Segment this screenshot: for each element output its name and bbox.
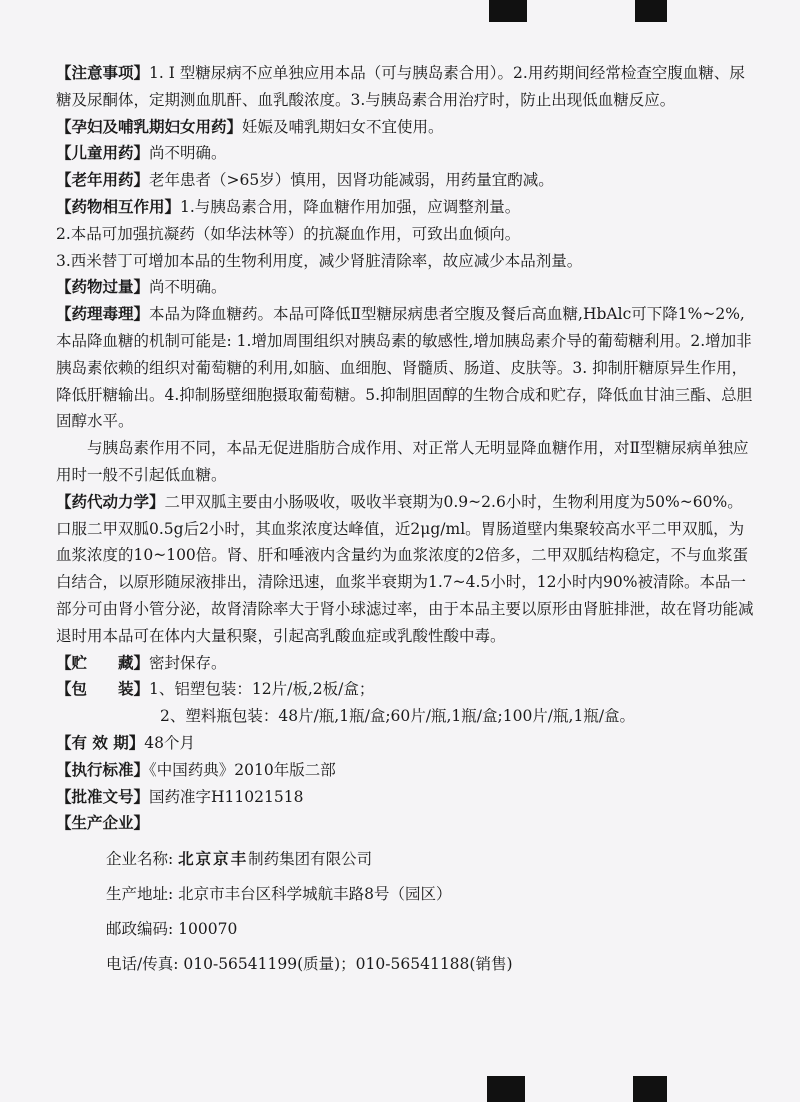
registration-mark-bottom-right	[633, 1076, 667, 1102]
section-heading: 【药物过量】	[56, 278, 150, 297]
section-heading: 【有 效 期】	[56, 733, 145, 752]
section-pregnancy: 【孕妇及哺乳期妇女用药】妊娠及哺乳期妇女不宜使用。	[56, 117, 444, 136]
section-pharmacokinetics: 【药代动力学】二甲双胍主要由小肠吸收，吸收半衰期为0.9~2.6小时，生物利用度为50%~60%。口服二甲双胍0.5g后2小时，其血浆浓度达峰值，近2μg/ml。胃肠道壁内集聚较高水平二甲双胍，为血浆浓度的10~100倍。肾、肝和唾液内含量约为血浆浓度的2倍多，二甲双胍结构稳定，不与血浆蛋白结合，以原形随尿液排出，清除迅速，血浆半衰期为1.7~4.5小时，12小时内90%被清除。本品一部分可由肾小管分泌，故肾清除率大于肾小球滤过率，由于本品主要以原形由肾脏排泄，故在肾功能减退时用本品可在体内大量积聚，引起高乳酸血症或乳酸性酸中毒。	[56, 492, 754, 645]
interaction-item: 3.西米替丁可增加本品的生物利用度，减少肾脏清除率，故应减少本品剂量。	[56, 251, 583, 270]
section-expiry: 【有 效 期】48个月	[56, 733, 196, 752]
section-heading: 【批准文号】	[56, 787, 150, 806]
section-packaging: 【包 装】1、铝塑包装：12片/板,2板/盒；	[56, 680, 375, 699]
section-heading: 【儿童用药】	[56, 144, 150, 163]
registration-mark-bottom-left	[487, 1076, 525, 1102]
pharmacology-note: 与胰岛素作用不同，本品无促进脂肪合成作用、对正常人无明显降血糖作用，对Ⅱ型糖尿病单独应用时一般不引起低血糖。	[56, 439, 749, 484]
section-heading: 【贮 藏】	[56, 653, 150, 672]
postal-code: 邮政编码: 100070	[106, 920, 238, 939]
section-manufacturer	[56, 810, 756, 837]
section-pharmacology: 【药理毒理】本品为降血糖药。本品可降低Ⅱ型糖尿病患者空腹及餐后高血糖,HbAlc可下降1%~2%,本品降血糖的机制可能是: 1.增加周围组织对胰岛素的敏感性,增加胰岛素介导的葡萄糖利用。2.增加非胰岛素依赖的组织对葡萄糖的利用,如脑、血细胞、肾髓质、肠道、皮肤等。3. 抑制肝糖原异生作用，降低肝糖输出。4.抑制肠壁细胞摄取葡萄糖。5.抑制胆固醇的生物合成和贮存，降低血甘油三酯、总胆固醇水平。	[56, 305, 753, 431]
section-standard: 【执行标准】《中国药典》2010年版二部	[56, 760, 336, 779]
production-address: 生产地址: 北京市丰台区科学城航丰路8号（园区）	[106, 885, 452, 904]
interaction-item: 2.本品可加强抗凝药（如华法林等）的抗凝血作用，可致出血倾向。	[56, 224, 521, 243]
section-precautions: 【注意事项】1. I 型糖尿病不应单独应用本品（可与胰岛素合用）。2.用药期间经常检查空腹血糖、尿糖及尿酮体，定期测血肌酐、血乳酸浓度。3.与胰岛素合用治疗时，防止出现低血糖反应。	[56, 64, 745, 109]
section-approval-number: 【批准文号】国药准字H11021518	[56, 787, 304, 806]
section-storage: 【贮 藏】密封保存。	[56, 653, 227, 672]
section-heading: 【生产企业】	[56, 814, 150, 833]
section-heading: 【老年用药】	[56, 171, 150, 190]
section-heading: 【药理毒理】	[56, 305, 150, 324]
section-heading: 【孕妇及哺乳期妇女用药】	[56, 117, 243, 136]
registration-mark-top-left	[489, 0, 527, 22]
section-heading: 【药代动力学】	[56, 492, 165, 511]
phone-fax: 电话/传真: 010-56541199(质量)；010-56541188(销售)	[106, 955, 513, 974]
section-heading: 【包 装】	[56, 680, 150, 699]
drug-leaflet	[56, 60, 756, 982]
company-brand: 北京京丰	[178, 849, 249, 869]
registration-mark-top-right	[635, 0, 667, 22]
section-heading: 【药物相互作用】	[56, 197, 181, 216]
section-heading: 【执行标准】	[56, 760, 150, 779]
section-children: 【儿童用药】尚不明确。	[56, 144, 227, 163]
section-heading: 【注意事项】	[56, 64, 150, 82]
section-overdose: 【药物过量】尚不明确。	[56, 278, 227, 297]
packaging-item: 2、塑料瓶包装：48片/瓶,1瓶/盒;60片/瓶,1瓶/盒;100片/瓶,1瓶/盒。	[160, 707, 636, 726]
company-name: 企业名称: 北京京丰制药集团有限公司	[106, 849, 373, 869]
section-interactions: 【药物相互作用】1.与胰岛素合用，降血糖作用加强，应调整剂量。	[56, 197, 521, 216]
section-elderly: 【老年用药】老年患者（>65岁）慎用，因肾功能减弱，用药量宜酌减。	[56, 171, 554, 190]
